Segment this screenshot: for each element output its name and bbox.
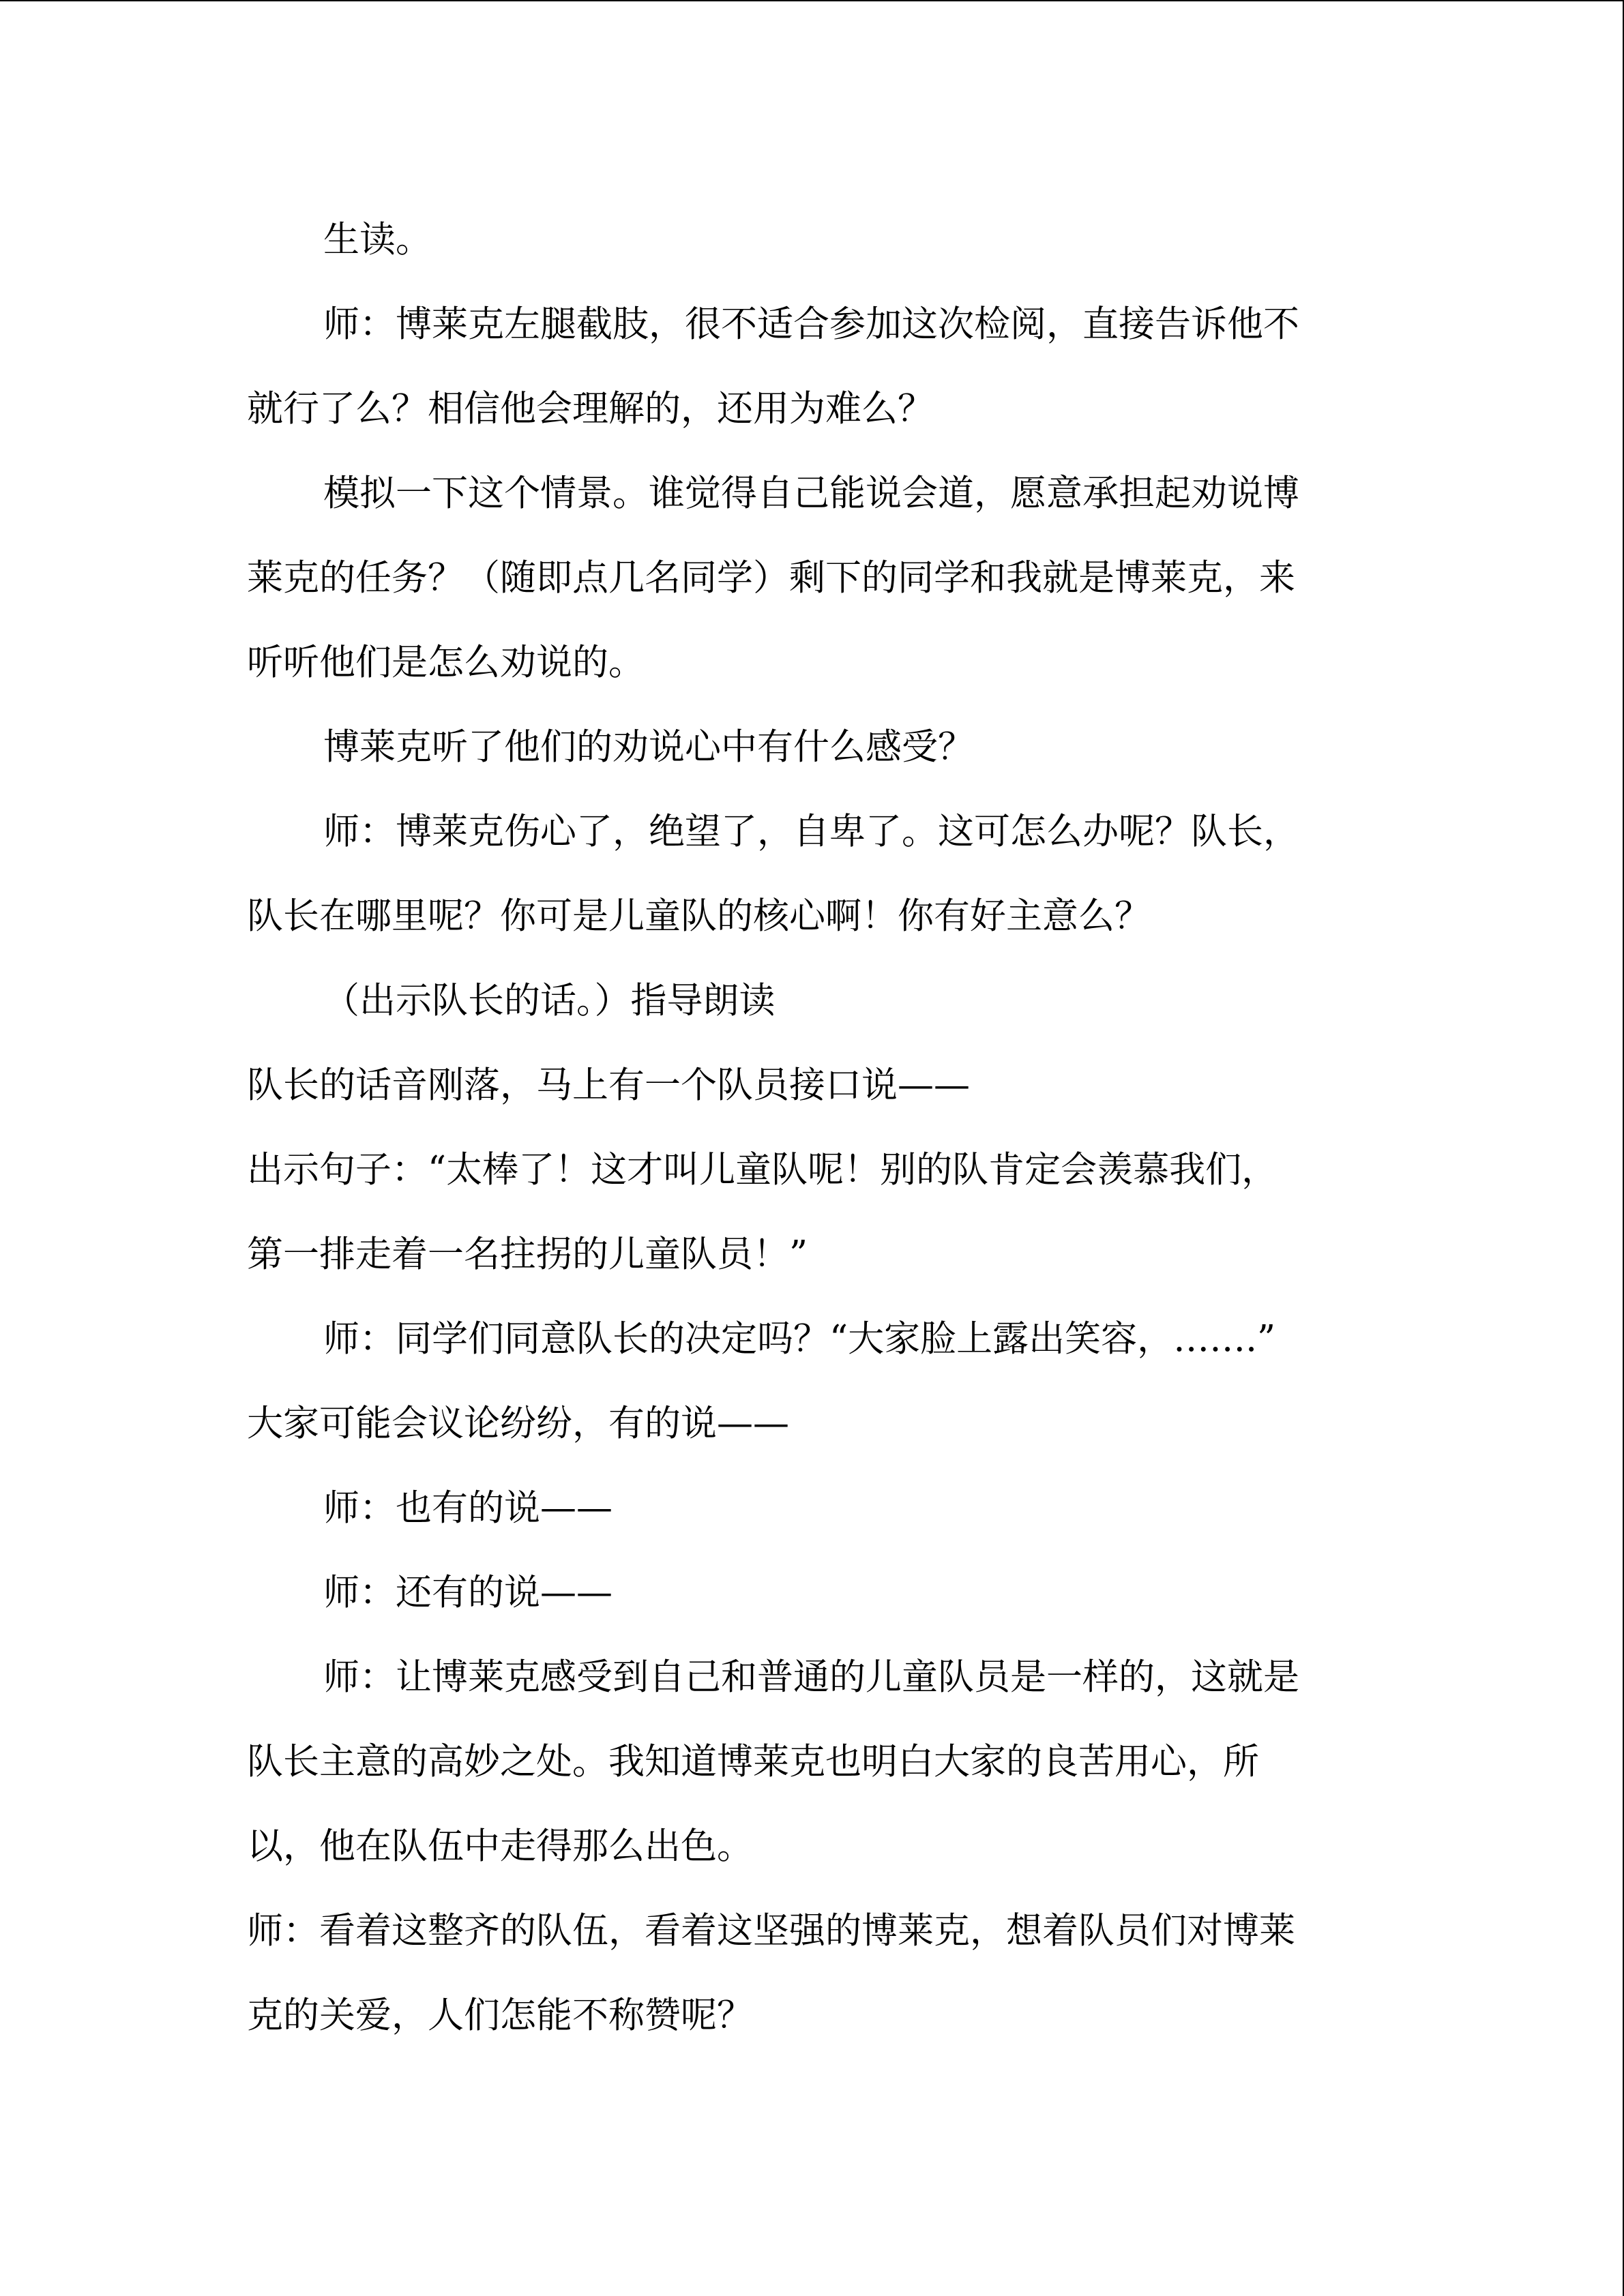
paragraph-line: 师：博莱克左腿截肢，很不适合参加这次检阅，直接告诉他不 bbox=[323, 303, 1299, 345]
paragraph-line: 克的关爱，人们怎能不称赞呢？ bbox=[247, 1995, 753, 2036]
paragraph-line: 师：也有的说—— bbox=[323, 1487, 612, 1529]
paragraph-line: 听听他们是怎么劝说的。 bbox=[247, 642, 645, 683]
paragraph-line: 师：看着这整齐的队伍，看着这坚强的博莱克，想着队员们对博莱 bbox=[247, 1910, 1295, 1952]
paragraph-line: 第一排走着一名拄拐的儿童队员！” bbox=[247, 1234, 808, 1275]
paragraph-line: 队长的话音刚落，马上有一个队员接口说—— bbox=[247, 1064, 970, 1106]
paragraph-line: 大家可能会议论纷纷，有的说—— bbox=[247, 1403, 789, 1444]
paragraph-line: 师：同学们同意队长的决定吗？“大家脸上露出笑容，…….” bbox=[323, 1318, 1276, 1360]
paragraph-line: 出示句子：“太棒了！这才叫儿童队呢！别的队肯定会羡慕我们， bbox=[247, 1149, 1278, 1191]
paragraph-line: （出示队长的话。）指导朗读 bbox=[323, 980, 776, 1022]
paragraph-line: 博莱克听了他们的劝说心中有什么感受？ bbox=[323, 726, 974, 768]
paragraph-line: 莱克的任务？（随即点几名同学）剩下的同学和我就是博莱克，来 bbox=[247, 557, 1295, 599]
paragraph-line: 师：还有的说—— bbox=[323, 1572, 612, 1613]
paragraph-line: 师：博莱克伤心了，绝望了，自卑了。这可怎么办呢？队长， bbox=[323, 811, 1299, 852]
paragraph-line: 以，他在队伍中走得那么出色。 bbox=[247, 1825, 753, 1867]
paragraph-line: 队长在哪里呢？你可是儿童队的核心啊！你有好主意么？ bbox=[247, 895, 1151, 937]
paragraph-line: 队长主意的高妙之处。我知道博莱克也明白大家的良苦用心，所 bbox=[247, 1741, 1259, 1783]
paragraph-line: 师：让博莱克感受到自己和普通的儿童队员是一样的，这就是 bbox=[323, 1656, 1299, 1698]
paragraph-line: 模拟一下这个情景。谁觉得自己能说会道，愿意承担起劝说博 bbox=[323, 473, 1299, 514]
paragraph-line: 生读。 bbox=[323, 219, 432, 260]
paragraph-line: 就行了么？相信他会理解的，还用为难么？ bbox=[247, 388, 934, 430]
document-body bbox=[247, 198, 1352, 2058]
